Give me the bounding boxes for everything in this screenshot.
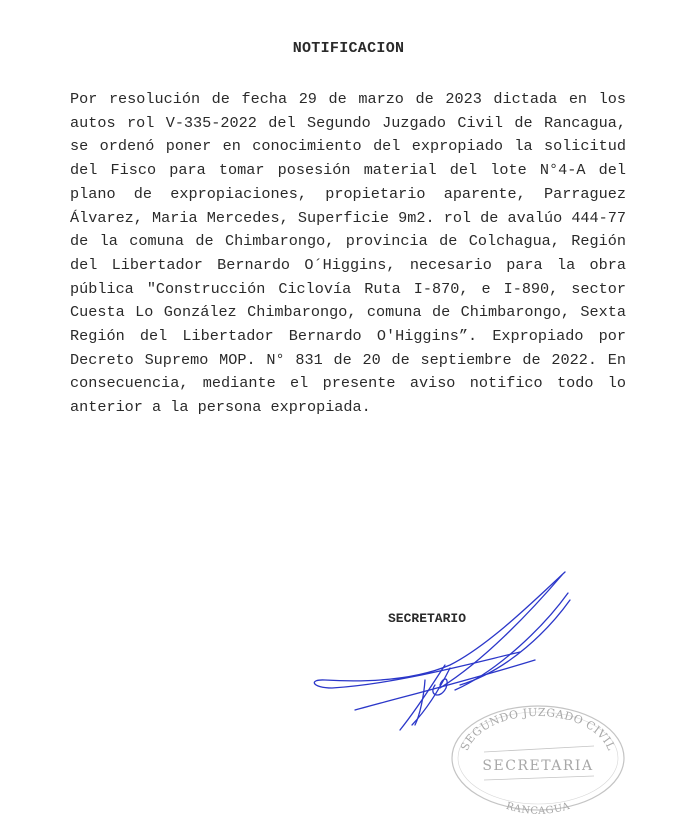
svg-text:RANCAGUA [505,801,572,815]
signature-label: SECRETARIO [388,611,467,626]
court-seal-stamp [444,700,629,815]
document-title: NOTIFICACION [292,40,405,57]
stamp-middle-text: SECRETARIA [482,758,594,774]
svg-text:SEGUNDO JUZGADO CIVIL [458,706,618,753]
stamp-bottom-text: RANCAGUA [504,800,572,815]
stamp-top-text: SEGUNDO JUZGADO CIVIL [458,705,618,753]
notification-body: Por resolución de fecha 29 de marzo de 2023 dictada en los autos rol V-335-2022 del Segundo Juzgado Civil de Rancagua, se ordenó poner en conocimiento del expropiado la solicitud del Fisco para tomar posesión material del lote N°4-A del plano de expropiaciones, propietario aparente, Parraguez Álvarez, Maria Mercedes, Superficie 9m2. rol de avalúo 444-77 de la comuna de Chimbarongo, provincia de Colchagua, Región del Libertador Bernardo O´Higgins, necesario para la obra pública "Construcción Ciclovía Ruta I-870, e I-890, sector Cuesta Lo González Chimbarongo, comuna de Chimbarongo, Sexta Región del Libertador Bernardo O'Higgins”. Expropiado por Decreto Supremo MOP. N° 831 de 20 de septiembre de 2022. En consecuencia, mediante el presente aviso notifico todo lo anterior a la persona expropiada. [70,90,626,417]
